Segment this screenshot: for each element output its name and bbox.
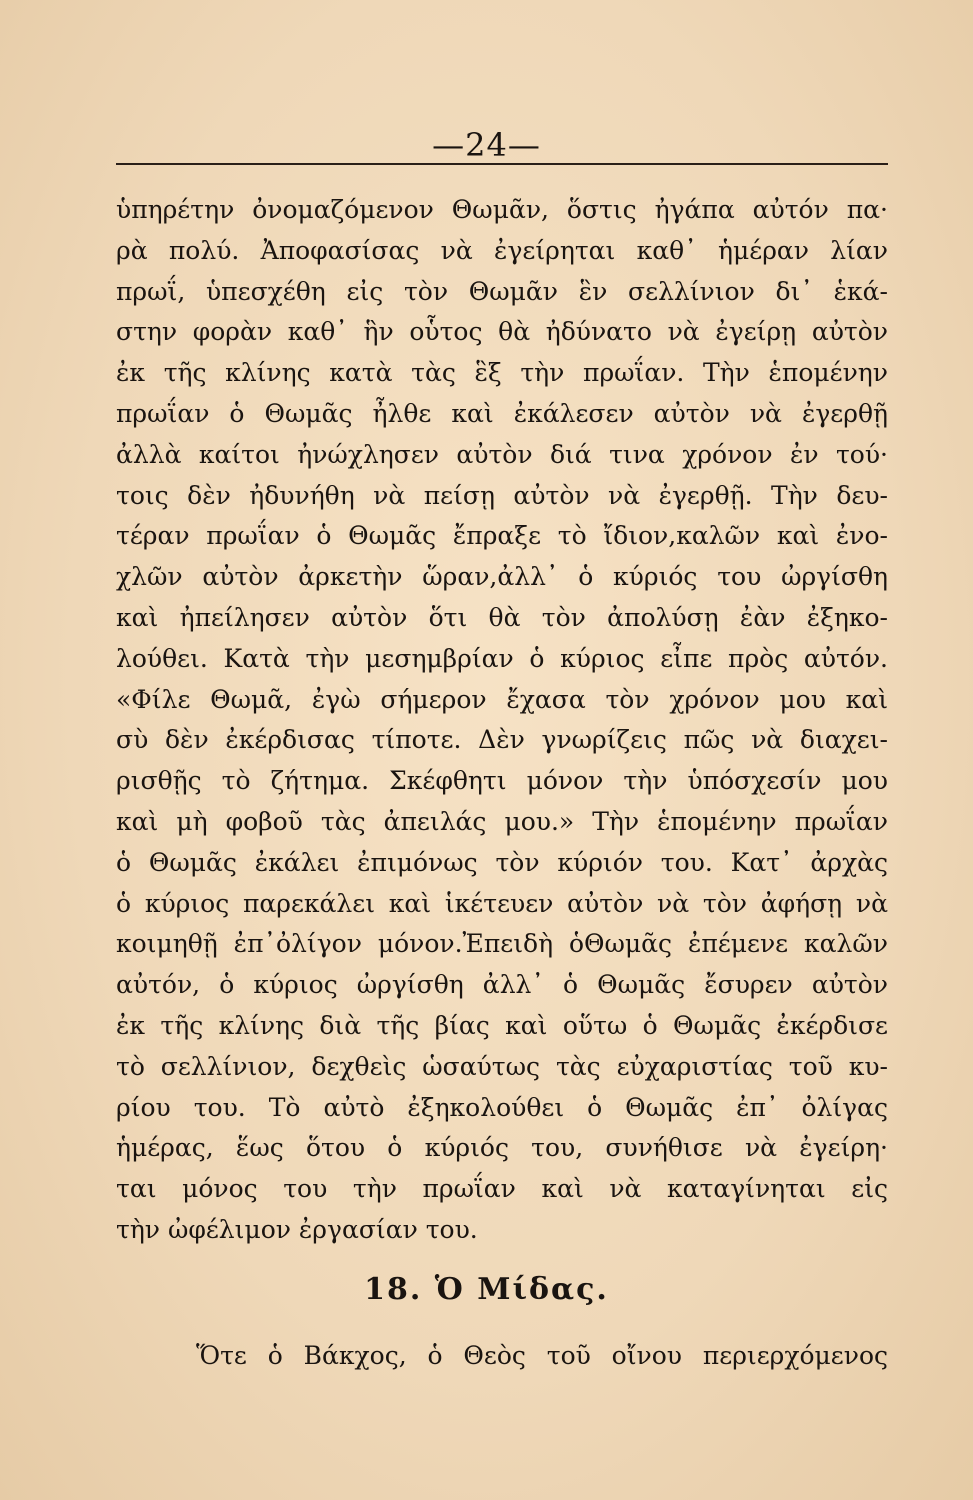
- text-line: πρωΐαν ὁ Θωμᾶς ἦλθε καὶ ἐκάλεσεν αὐτὸν νὰ ἐγερθῇ: [116, 398, 888, 428]
- text-line: ἐκ τῆς κλίνης διὰ τῆς βίας καὶ οὕτω ὁ Θωμᾶς ἐκέρδισε: [116, 1010, 888, 1040]
- text-line: καὶ μὴ φοβοῦ τὰς ἀπειλάς μου.» Τὴν ἑπομένην πρωΐαν: [116, 806, 888, 836]
- page-number: —24—: [432, 126, 541, 164]
- text-line: πρωΐ, ὑπεσχέθη εἰς τὸν Θωμᾶν ἓν σελλίνιον δι᾽ ἑκά-: [116, 276, 888, 306]
- text-line: ρίου του. Τὸ αὐτὸ ἐξηκολούθει ὁ Θωμᾶς ἐπ᾽ ὀλίγας: [116, 1092, 888, 1122]
- text-line: ἡμέρας, ἕως ὅτου ὁ κύριός του, συνήθισε νὰ ἐγείρη·: [116, 1133, 888, 1163]
- text-line: καὶ ἠπείλησεν αὐτὸν ὅτι θὰ τὸν ἀπολύσῃ ἐὰν ἐξηκο-: [116, 602, 888, 632]
- text-line: ὑπηρέτην ὀνομαζόμενον Θωμᾶν, ὅστις ἠγάπα αὐτόν πα·: [116, 195, 888, 224]
- text-line: χλῶν αὐτὸν ἀρκετὴν ὥραν,ἀλλ᾽ ὁ κύριός του ὠργίσθη: [116, 562, 888, 592]
- text-line: ὁ Θωμᾶς ἐκάλει ἐπιμόνως τὸν κύριόν του. Κατ᾽ ἀρχὰς: [116, 847, 888, 877]
- text-line: στην φορὰν καθ᾽ ἣν οὗτος θὰ ἠδύνατο νὰ ἐγείρῃ αὐτὸν: [116, 317, 888, 347]
- text-line: τοις δὲν ἠδυνήθη νὰ πείσῃ αὐτὸν νὰ ἐγερθῇ. Τὴν δευ-: [116, 480, 888, 510]
- text-line: ρισθῇς τὸ ζήτημα. Σκέφθητι μόνον τὴν ὑπόσχεσίν μου: [116, 766, 888, 796]
- text-line: ἐκ τῆς κλίνης κατὰ τὰς ἓξ τὴν πρωΐαν. Τὴν ἑπομένην: [116, 358, 888, 388]
- text-line: τέραν πρωΐαν ὁ Θωμᾶς ἔπραξε τὸ ἴδιον,καλῶν καὶ ἐνο-: [116, 521, 888, 551]
- text-line: αὐτόν, ὁ κύριος ὠργίσθη ἀλλ᾽ ὁ Θωμᾶς ἔσυρεν αὐτὸν: [116, 970, 888, 1000]
- section-heading: 18. Ὁ Μίδας.: [364, 1272, 609, 1307]
- text-line: ρὰ πολύ. Ἀποφασίσας νὰ ἐγείρηται καθ᾽ ἡμέραν λίαν: [116, 235, 888, 265]
- next-paragraph-start: Ὅτε ὁ Βάκχος, ὁ Θεὸς τοῦ οἴνου περιερχόμενος: [196, 1341, 888, 1370]
- text-line: «Φίλε Θωμᾶ, ἐγὼ σήμερον ἔχασα τὸν χρόνον μου καὶ: [116, 684, 888, 714]
- body-text: [116, 190, 888, 1251]
- text-line: σὺ δὲν ἐκέρδισας τίποτε. Δὲν γνωρίζεις πῶς νὰ διαχει-: [116, 725, 888, 755]
- text-line: ται μόνος του τὴν πρωΐαν καὶ νὰ καταγίνηται εἰς: [116, 1174, 888, 1204]
- text-line: τὸ σελλίνιον, δεχθεὶς ὡσαύτως τὰς εὐχαριστίας τοῦ κυ-: [116, 1051, 888, 1081]
- text-line: ἀλλὰ καίτοι ἠνώχλησεν αὐτὸν διά τινα χρόνον ἐν τού·: [116, 439, 888, 469]
- text-line: τὴν ὠφέλιμον ἐργασίαν του.: [116, 1214, 478, 1244]
- header-rule: [116, 163, 888, 165]
- text-line: ὁ κύριος παρεκάλει καὶ ἱκέτευεν αὐτὸν νὰ τὸν ἀφήσῃ νὰ: [116, 888, 888, 918]
- text-line: λούθει. Κατὰ τὴν μεσημβρίαν ὁ κύριος εἶπε πρὸς αὐτόν.: [116, 643, 888, 673]
- text-line: κοιμηθῇ ἐπ᾽ὀλίγον μόνον.Ἐπειδὴ ὁΘωμᾶς ἐπέμενε καλῶν: [116, 929, 888, 959]
